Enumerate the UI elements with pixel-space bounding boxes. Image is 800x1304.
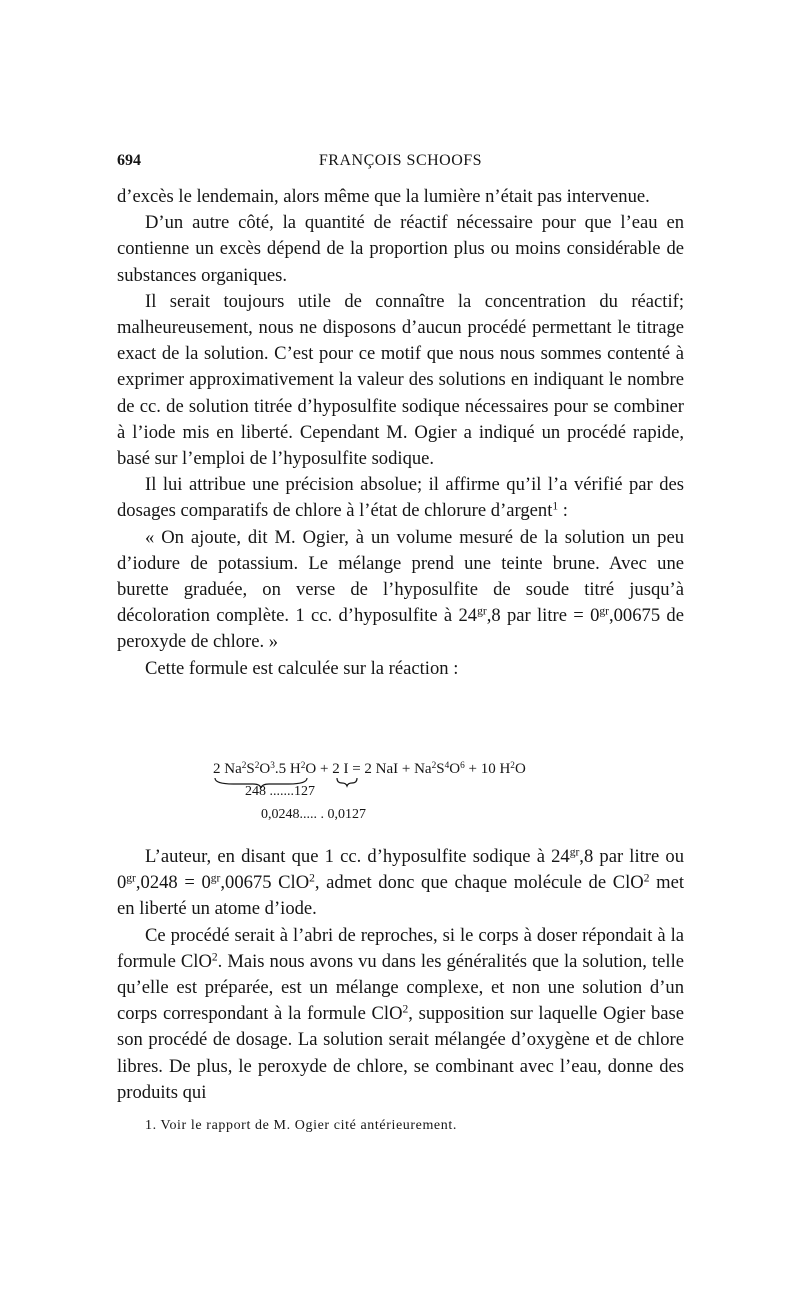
text-span: ,00675 ClO	[220, 872, 310, 894]
formula-sup: 6	[460, 760, 465, 771]
paragraph: Il serait toujours utile de connaître la concentration du réactif; malheureusement, nous ne disposons d’aucun procédé permettant le titrage exact de la solution. C’est pour ce motif que nous nous sommes contenté à exprimer approximativement la valeur des solutions en indiquant le nombre de cc. de solution titrée d’hyposulfite sodique nécessaires pour se combiner à l’iode mis en liberté. Cependant M. Ogier a indiqué un procédé rapide, basé sur l’emploi de l’hyposulfite sodique.	[117, 290, 684, 470]
paragraph: Cette formule est calculée sur la réaction :	[145, 657, 459, 679]
formula-text: 2 Na	[213, 761, 242, 777]
formula-text: S	[436, 761, 445, 777]
formula-text: O	[449, 761, 461, 777]
formula-sup: 2	[431, 760, 437, 771]
page-number: 694	[117, 152, 141, 169]
paragraph	[117, 472, 684, 524]
text-span: Ce procédé serait à l’abri de reproches, si le corps à doser répondait à la formule ClO	[117, 924, 684, 972]
body-text-lower	[117, 844, 684, 1106]
formula-text: O + 2 I = 2 NaI + Na	[305, 761, 432, 777]
unit-superscript: gr	[599, 605, 609, 618]
footnote: 1. Voir le rapport de M. Ogier cité antérieurement.	[145, 1118, 457, 1133]
formula-text: O	[259, 761, 271, 777]
chemical-equation	[213, 761, 633, 831]
unit-superscript: gr	[210, 872, 221, 885]
underbrace-right	[337, 778, 357, 786]
formula-sup: 2	[300, 760, 306, 771]
formula-sup: 2	[211, 951, 218, 964]
text-span: Il lui attribue une précision absolue; il affirme qu’il l’a vérifié par des dosages comparatifs de chlore à l’état de chlorure d’argent	[117, 474, 684, 522]
text-span: . Mais nous avons vu dans les généralités que la solution, telle qu’elle est préparée, est un mélange complexe, et non une solution d’un corps correspondant à la formule ClO	[117, 950, 684, 1025]
paragraph: D’un autre côté, la quantité de réactif nécessaire pour que l’eau en contienne un excès dépend de la proportion plus ou moins considérable de substances organiques.	[117, 212, 684, 286]
text-span: met en liberté un atome d’iode.	[117, 872, 685, 920]
unit-superscript: gr	[569, 846, 580, 859]
text-span: ,8 par litre = 0	[486, 605, 600, 627]
paragraph: d’excès le lendemain, alors même que la lumière n’était pas intervenue.	[117, 186, 650, 207]
equation-grams: 0,0248..... . 0,0127	[261, 807, 366, 822]
unit-superscript: gr	[126, 872, 136, 885]
paragraph	[117, 844, 684, 923]
running-header	[117, 152, 684, 174]
text-span: ,0248 = 0	[135, 872, 211, 894]
formula-sup: 2	[254, 760, 260, 771]
text-span: ,8 par litre ou 0	[117, 846, 684, 894]
formula-sup: 3	[270, 760, 275, 771]
formula-text: S	[246, 761, 255, 777]
formula-sup: 2	[241, 760, 247, 771]
equation-masses: 248 .......127	[245, 784, 315, 799]
text-span: L’auteur, en disant que 1 cc. d’hyposulfite sodique à 24	[145, 846, 570, 867]
text-span: , admet donc que chaque molécule de ClO	[314, 872, 644, 894]
running-title: FRANÇOIS SCHOOFS	[318, 152, 483, 169]
body-text-upper	[117, 184, 684, 682]
text-span: « On ajoute, dit M. Ogier, à un volume mesuré de la solution un peu d’iodure de potassium. Le mélange prend une teinte brune. Avec une burette graduée, on verse de l’hyposulfite de soude titré jusqu’à décoloration complète. 1 cc. d’hyposulfite à 24	[117, 526, 684, 627]
formula-sup: 2	[402, 1003, 409, 1016]
formula-sup: 2	[510, 760, 515, 771]
unit-superscript: gr	[477, 605, 487, 618]
formula-sup: 2	[309, 872, 315, 885]
formula-text: O	[514, 761, 526, 777]
formula-sup: 4	[444, 760, 450, 771]
formula-text: .5 H	[274, 761, 301, 777]
footnote-reference: 1	[552, 501, 559, 514]
quotation-paragraph	[117, 525, 684, 656]
formula-text: + 10 H	[464, 761, 511, 777]
text-span: , supposition sur laquelle Ogier base son procédé de dosage. La solution serait mélangée d’oxygène et de chlore libres. De plus, le peroxyde de chlore, se combinant avec l’eau, donne des produits qui	[117, 1003, 685, 1103]
paragraph	[117, 923, 684, 1106]
text-span: ,00675 de peroxyde de chlore. »	[117, 605, 684, 653]
text-span: :	[558, 500, 568, 522]
formula-sup: 2	[643, 872, 650, 885]
